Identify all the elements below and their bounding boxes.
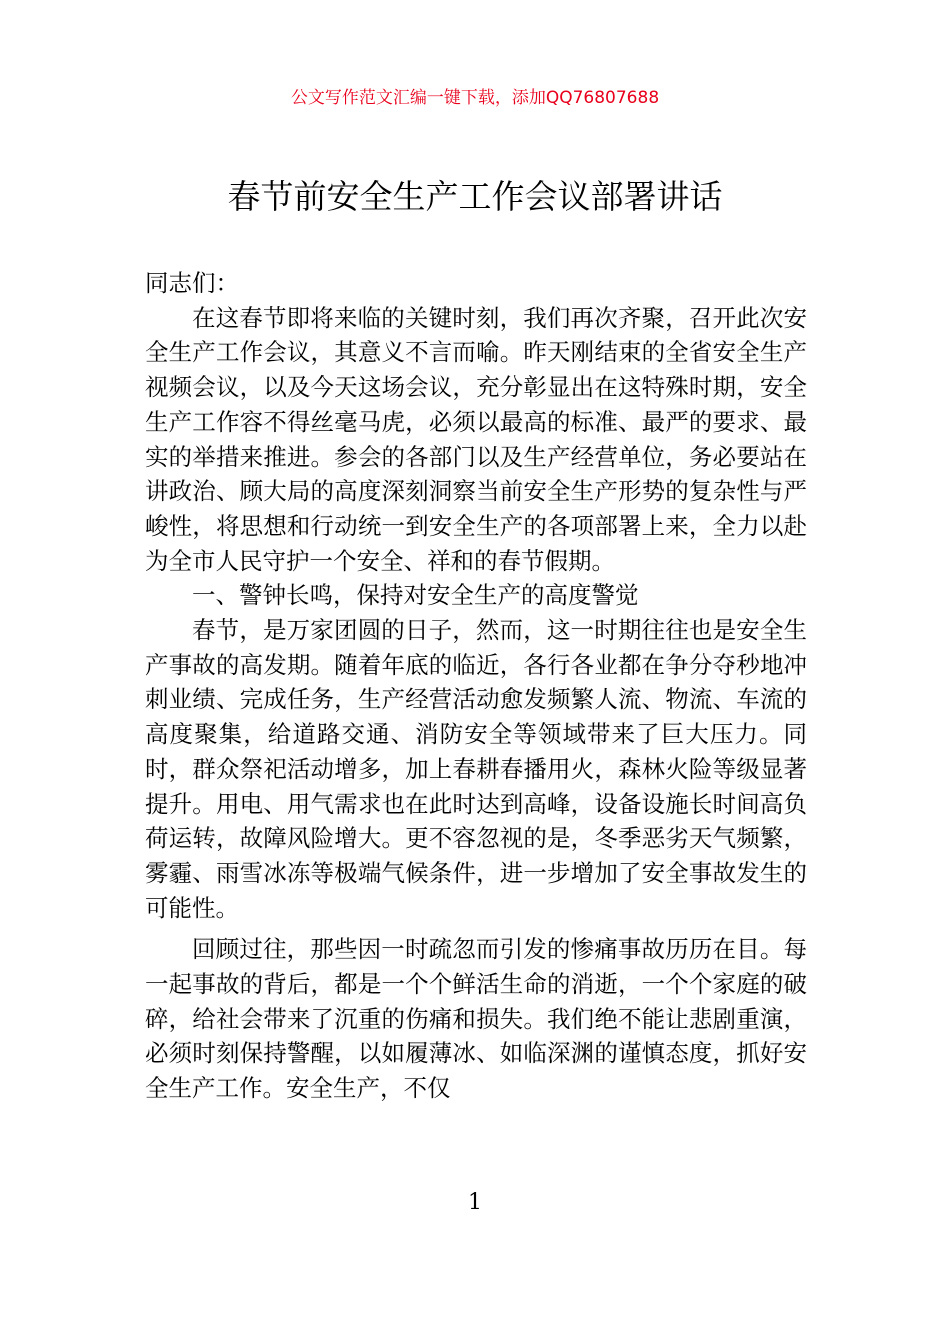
document-body — [145, 266, 807, 1106]
paragraph-past-accidents: 回顾过往，那些因一时疏忽而引发的惨痛事故历历在目。每一起事故的背后，都是一个个鲜活生命的消逝，一个个家庭的破碎，给社会带来了沉重的伤痛和损失。我们绝不能让悲剧重演，必须时刻保持警醒，以如履薄冰、如临深渊的谨慎态度，抓好安全生产工作。安全生产，不仅 — [145, 935, 807, 1103]
page-number: 1 — [468, 1190, 482, 1215]
salutation: 同志们： — [145, 269, 239, 297]
document-title: 春节前安全生产工作会议部署讲话 — [227, 177, 723, 216]
paragraph-intro: 在这春节即将来临的关键时刻，我们再次齐聚，召开此次安全生产工作会议，其意义不言而喻。昨天刚结束的全省安全生产视频会议，以及今天这场会议，充分彰显出在这特殊时期，安全生产工作容不得丝毫马虎，必须以最高的标准、最严的要求、最实的举措来推进。参会的各部门以及生产经营单位，务必要站在讲政治、顾大局的高度深刻洞察当前安全生产形势的复杂性与严峻性，将思想和行动统一到安全生产的各项部署上来，全力以赴为全市人民守护一个安全、祥和的春节假期。 — [145, 303, 807, 575]
paragraph-spring-festival-risks: 春节，是万家团圆的日子，然而，这一时期往往也是安全生产事故的高发期。随着年底的临近，各行各业都在争分夺秒地冲刺业绩、完成任务，生产经营活动愈发频繁人流、物流、车流的高度聚集，给道路交通、消防安全等领域带来了巨大压力。同时，群众祭祀活动增多，加上春耕春播用火，森林火险等级显著提升。用电、用气需求也在此时达到高峰，设备设施长时间高负荷运转，故障风险增大。更不容忽视的是，冬季恶劣天气频繁，雾霾、雨雪冰冻等极端气候条件，进一步增加了安全事故发生的可能性。 — [145, 616, 807, 922]
download-promo-note: 公文写作范文汇编一键下载，添加QQ76807688 — [290, 88, 660, 108]
section-heading-1: 一、警钟长鸣，保持对安全生产的高度警觉 — [192, 581, 639, 610]
